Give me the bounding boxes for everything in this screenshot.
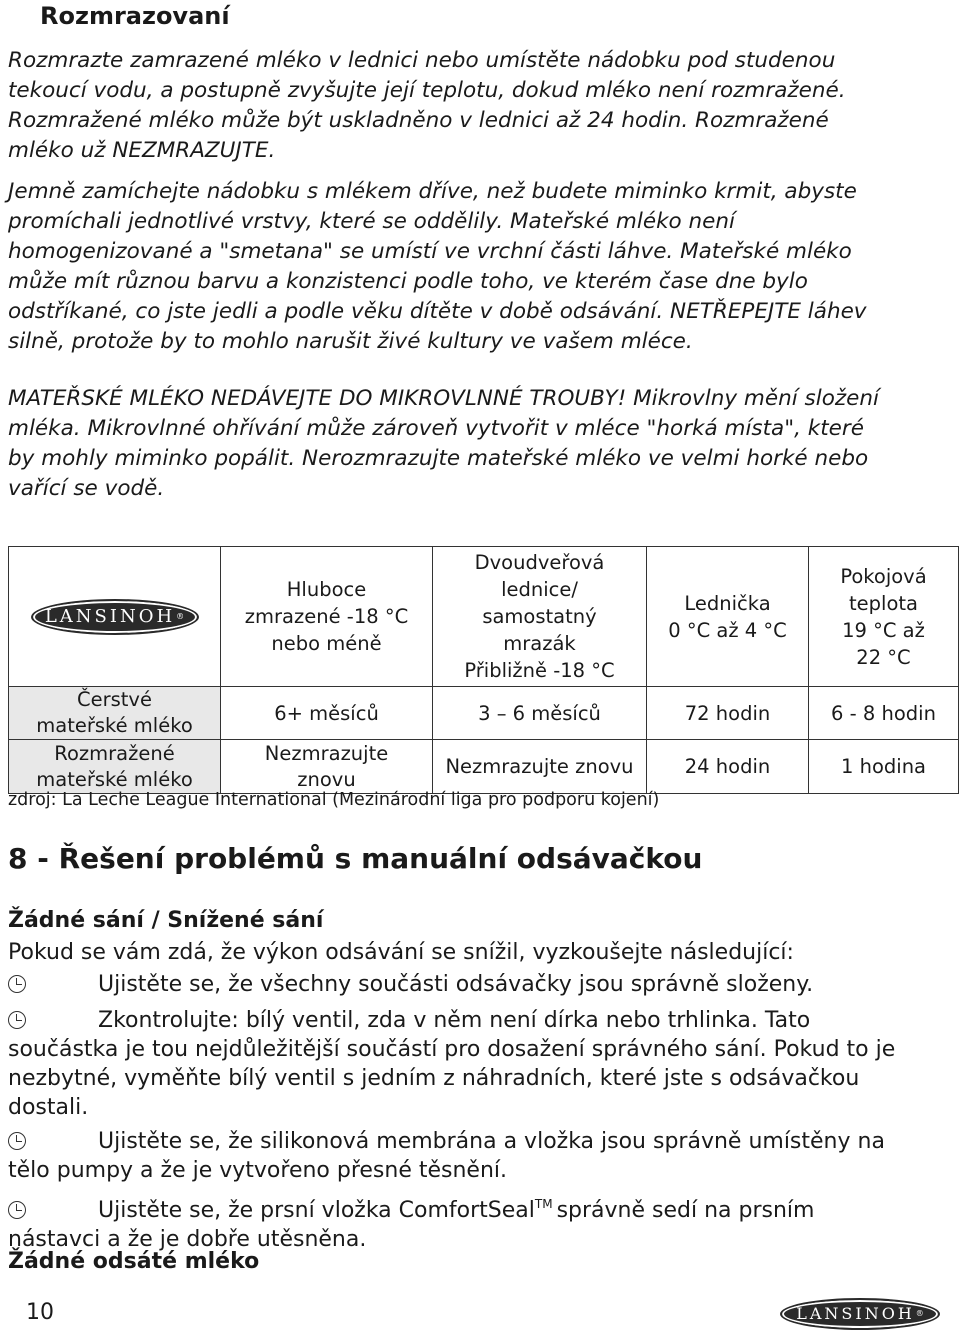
checklist-text: nezbytné, vyměňte bílý ventil s jedním z náhradních, které jste s odsávačkou [8,1066,860,1091]
chapter-title: 8 - Řešení problémů s manuální odsávačkou [8,842,703,875]
header-line: 19 °C až [842,618,925,642]
table-header-row [9,547,959,687]
text-line: by mohly miminko popálit. Nerozmrazujte mateřské mléko ve velmi horké nebo [8,446,869,471]
table-source-note: zdroj: La Leche League International (Mezinárodní liga pro podporu kojení) [8,790,660,810]
footer-logo [780,1298,940,1330]
table-cell: 3 – 6 měsíců [433,687,647,740]
registered-mark: ® [176,611,185,621]
text-line: homogenizované a "smetana" se umístí ve vrchní části láhve. Mateřské mléko [8,239,852,264]
checkmark-circle-icon [8,1201,26,1219]
header-deep-freeze [221,547,433,687]
table-cell [221,740,433,794]
checklist-text: součástka je tou nejdůležitější součástí pro dosažení správného sání. Pokud to je [8,1037,896,1062]
header-line: Přibližně -18 °C [464,659,615,682]
registered-mark: ® [915,1309,924,1318]
table-cell: Nezmrazujte znovu [433,740,647,794]
header-line: zmrazené -18 °C [244,605,409,628]
checklist-text: Ujistěte se, že prsní vložka ComfortSeal [98,1198,535,1223]
table-cell: 6 - 8 hodin [809,687,959,740]
thawing-paragraph [8,46,948,166]
header-line: teplota [849,591,918,615]
header-fridge [647,547,809,687]
text-line: promíchali jednotlivé vrstvy, které se oddělily. Mateřské mléko není [8,209,735,234]
lansinoh-logo [780,1298,940,1330]
checklist-text: Ujistěte se, že všechny součásti odsávačky jsou správně složeny. [98,972,814,997]
logo-cell [9,547,221,687]
checklist-item [8,1190,948,1254]
cell-line: Nezmrazujte [264,741,389,765]
intro-text: Pokud se vám zdá, že výkon odsávání se snížil, vyzkoušejte následující: [8,940,794,965]
checklist-text: Zkontrolujte: bílý ventil, zda v něm není dírka nebo trhlinka. Tato [98,1008,811,1033]
header-line: 22 °C [856,645,911,669]
checklist-line [8,1190,948,1225]
checklist-text: Ujistěte se, že silikonová membrána a vložka jsou správně umístěny na [98,1129,885,1154]
logo-text: LANSINOH [44,605,176,627]
table-row [9,740,959,794]
lansinoh-logo [31,599,199,635]
table-cell: 24 hodin [647,740,809,794]
text-line: Rozmražené mléko může být uskladněno v lednici až 24 hodin. Rozmražené [8,108,829,133]
checklist-line [8,1006,948,1035]
section-title: Rozmrazovaní [40,2,230,30]
header-line: Lednička [684,591,771,615]
text-line: může mít různou barvu a konzistenci podle toho, ve kterém čase dne bylo [8,269,808,294]
checklist-item [8,1006,948,1122]
checkmark-circle-icon [8,1011,26,1029]
microwave-warning-paragraph [8,384,948,504]
checklist-text: dostali. [8,1095,89,1120]
header-line: Hluboce [286,578,367,601]
checklist-line [8,970,948,999]
checklist-text: nástavci a že je dobře utěsněna. [8,1227,367,1252]
text-line: mléka. Mikrovlnné ohřívání může zároveň vytvořit v mléce "horká místa", které [8,416,864,441]
logo-text: LANSINOH [796,1304,915,1323]
table-row [9,687,959,740]
header-freezer [433,547,647,687]
text-line: Jemně zamíchejte nádobku s mlékem dříve, než budete miminko krmit, abyste [8,179,857,204]
cell-line: znovu [297,767,356,791]
header-line: Dvoudveřová [474,551,605,574]
checklist-text: tělo pumpy a že je vytvořeno přesné těsnění. [8,1158,508,1183]
header-room-temperature [809,547,959,687]
table-cell: 72 hodin [647,687,809,740]
storage-table [8,546,959,794]
checklist-text: správně sedí na prsním [556,1198,815,1223]
text-line: odstříkané, co jste jedli a podle věku dítěte v době odsávání. NETŘEPEJTE láhev [8,299,867,324]
row-label-line: mateřské mléko [36,767,193,791]
checkmark-circle-icon [8,1132,26,1150]
page-number: 10 [26,1300,54,1325]
text-line: silně, protože by to mohlo narušit živé kultury ve vašem mléce. [8,329,693,354]
text-line: mléko už NEZMRAZUJTE. [8,138,276,163]
table-cell: 1 hodina [809,740,959,794]
trademark-mark: TM [534,1197,553,1211]
text-line: tekoucí vodu, a postupně zvyšujte její teplotu, dokud mléko není rozmražené. [8,78,846,103]
row-label-line: Rozmražené [54,741,175,765]
checklist-item [8,970,948,999]
table-cell: 6+ měsíců [221,687,433,740]
checklist-line [8,1127,948,1156]
row-label-line: Čerstvé [77,688,152,711]
text-line: Rozmrazte zamrazené mléko v lednici nebo umístěte nádobku pod studenou [8,48,836,73]
header-line: lednice/ [501,578,578,601]
header-line: nebo méně [271,632,382,655]
text-line: vařící se vodě. [8,476,165,501]
header-line: 0 °C až 4 °C [668,618,787,642]
subheading-no-milk: Žádné odsáté mléko [8,1249,260,1274]
mixing-paragraph [8,177,948,357]
header-line: mrazák [503,632,576,655]
checklist-item [8,1127,948,1185]
checkmark-circle-icon [8,975,26,993]
row-label-line: mateřské mléko [36,714,193,737]
header-line: samostatný [482,605,597,628]
row-label-fresh [9,687,221,740]
header-line: Pokojová [840,564,927,588]
row-label-thawed [9,740,221,794]
subheading-no-suction: Žádné sání / Snížené sání [8,908,324,933]
text-line: MATEŘSKÉ MLÉKO NEDÁVEJTE DO MIKROVLNNÉ TROUBY! Mikrovlny mění složení [8,386,879,411]
